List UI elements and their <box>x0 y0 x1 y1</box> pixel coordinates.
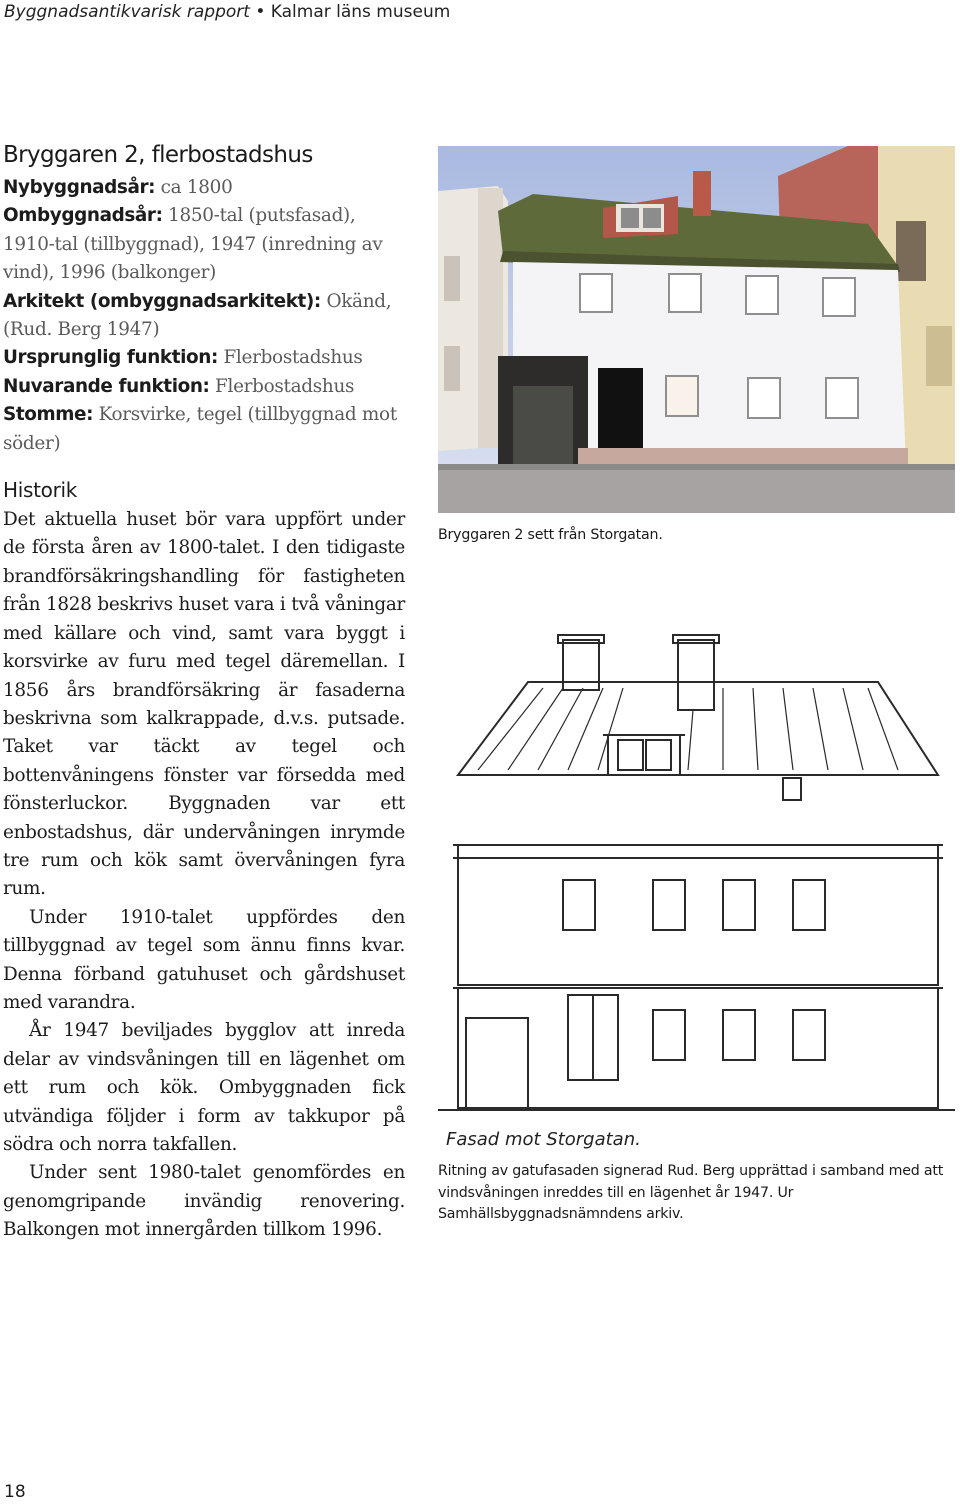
history-body <box>3 506 405 1245</box>
drawing-caption: Ritning av gatufasaden signerad Rud. Berg upprättad i samband med att vindsvåningen inreddes till en lägenhet år 1947. Ur Samhällsbyggnadsnämndens arkiv. <box>438 1163 944 1222</box>
fact-value: ca 1800 <box>160 177 233 198</box>
fact-row <box>3 373 405 401</box>
page-number: 18 <box>4 1482 26 1502</box>
fact-label: Ombyggnadsår: <box>3 205 163 227</box>
fact-value: Okänd, (Rud. Berg 1947) <box>3 290 392 341</box>
fact-row <box>3 174 405 202</box>
page-title: Bryggaren 2, flerbostadshus <box>3 142 313 168</box>
fact-label: Stomme: <box>3 404 94 426</box>
fact-row <box>3 202 405 287</box>
facts-list <box>3 174 405 458</box>
history-paragraph: Under sent 1980-talet genomfördes en genomgripande invändig renovering. Balkongen mot innergården tillkom 1996. <box>3 1162 405 1241</box>
fact-row <box>3 401 405 458</box>
fact-value: 1850-tal (putsfasad), 1910-tal (tillbyggnad), 1947 (inredning av vind), 1996 (balkonger) <box>3 205 383 284</box>
history-paragraph: Under 1910-talet uppfördes den tillbyggnad av tegel som ännu finns kvar. Denna förband gatuhuset och gårdshuset med varandra. <box>3 906 405 1013</box>
building-photo <box>438 146 955 513</box>
history-paragraph: År 1947 beviljades bygglov att inreda delar av vindsvåningen till en lägenhet om ett rum och kök. Ombyggnaden fick utvändiga följder i form av takkupor på södra och norra takfallen. <box>3 1020 405 1155</box>
running-header <box>4 2 450 22</box>
museum-name: Kalmar läns museum <box>270 2 451 22</box>
fact-value: Flerbostadshus <box>223 347 363 369</box>
fact-label: Arkitekt (ombyggnadsarkitekt): <box>3 290 321 312</box>
photo-caption: Bryggaren 2 sett från Storgatan. <box>438 527 663 543</box>
history-paragraph: Det aktuella huset bör vara uppfört under de första åren av 1800-talet. I den tidigaste brandförsäkringshandling för fastigheten från 1828 beskrivs huset vara i två våningar med källare och vind, samt vara byggt i korsvirke av furu med tegel däremellan. I 1856 års brandförsäkring är fasaderna beskrivna som kalkrappade, d.v.s. putsade. Taket var täckt av tegel och bottenvåningens fönster var försedda med fönsterluckor. Byggnaden var ett enbostadshus, där undervåningen inrymde tre rum och kök samt övervåningen fyra rum. <box>3 509 405 900</box>
fact-value: Flerbostadshus <box>215 375 355 397</box>
fact-value: Korsvirke, tegel (tillbyggnad mot söder) <box>3 404 397 454</box>
drawing-label: Fasad mot Storgatan. <box>446 1129 641 1150</box>
fact-label: Ursprunglig funktion: <box>3 347 218 369</box>
right-column <box>438 146 955 513</box>
history-heading: Historik <box>3 478 78 503</box>
fact-row <box>3 344 405 372</box>
fact-label: Nuvarande funktion: <box>3 375 210 397</box>
fact-label: Nybyggnadsår: <box>3 177 156 198</box>
report-type: Byggnadsantikvarisk rapport <box>4 2 250 22</box>
fact-row <box>3 288 405 345</box>
facade-drawing <box>438 610 955 1158</box>
left-column <box>3 142 405 1245</box>
header-bullet: • <box>255 2 266 22</box>
